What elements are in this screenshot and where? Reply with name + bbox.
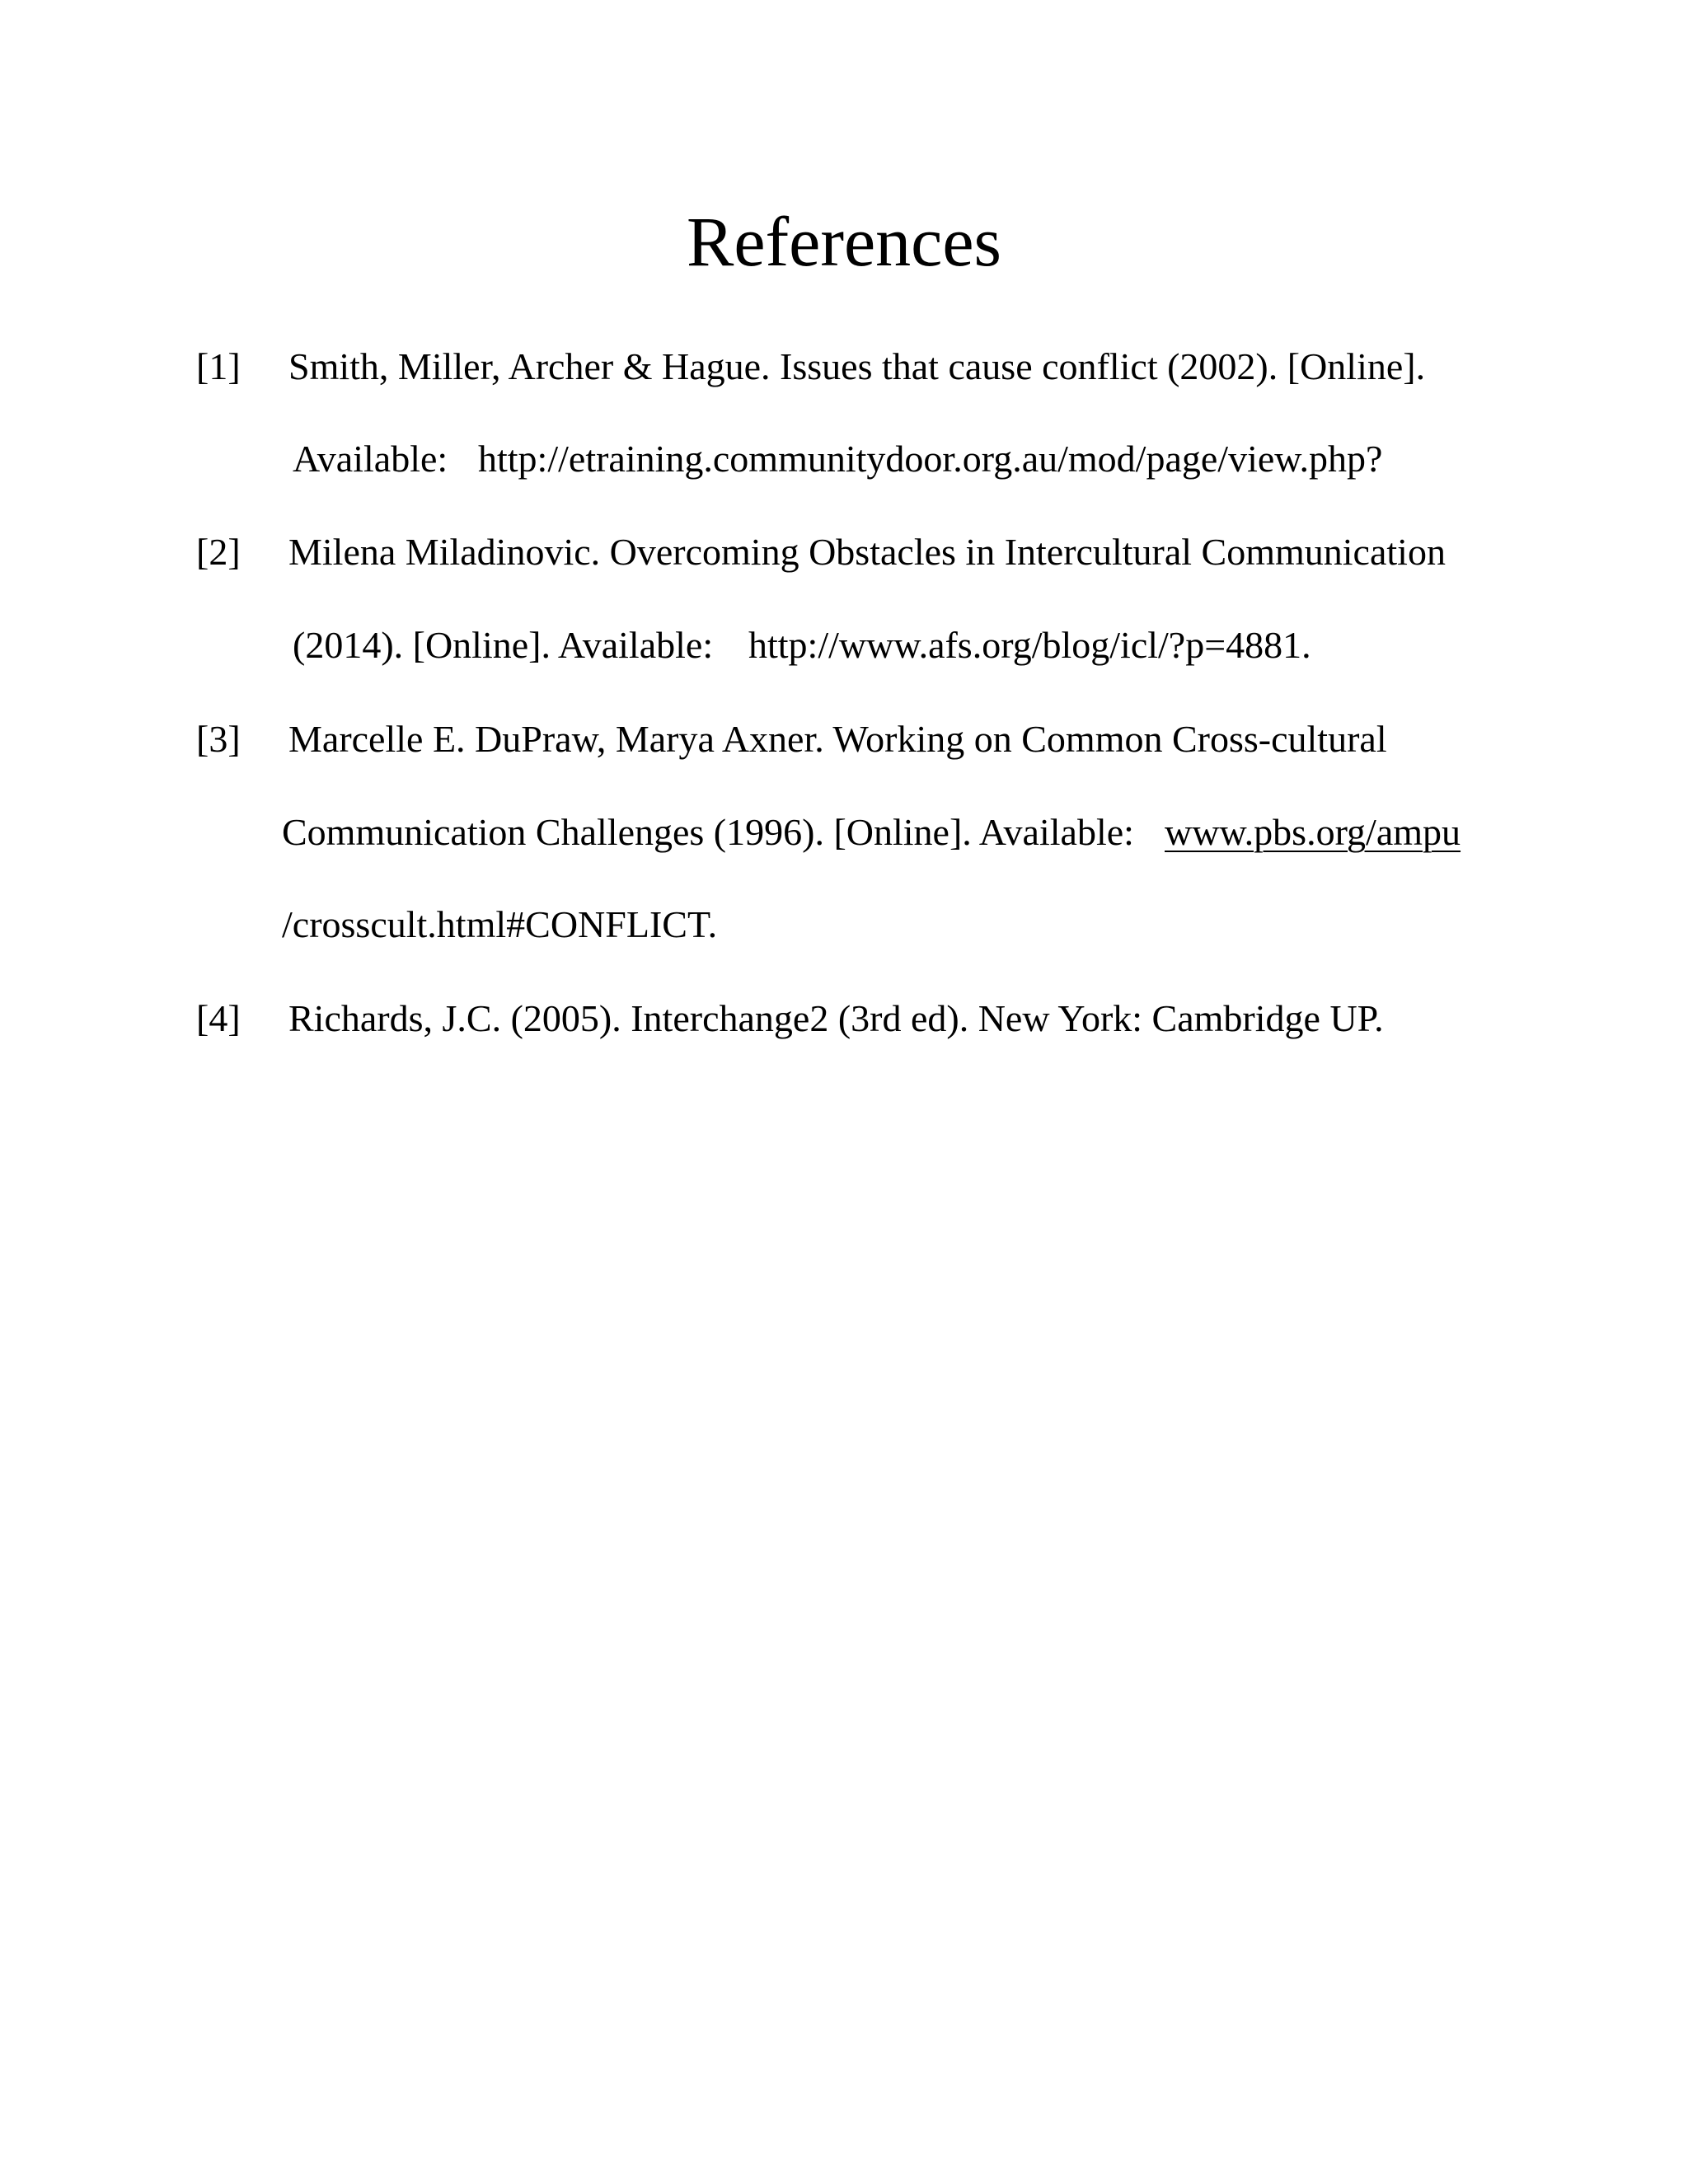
reference-text-line: Communication Challenges (1996). [Online]. Available: <box>282 811 1134 853</box>
reference-text-line: Smith, Miller, Archer & Hague. Issues that cause conflict (2002). [Online]. <box>288 345 1426 387</box>
reference-url[interactable]: http://etraining.communitydoor.org.au/mod/page/view.php? <box>478 438 1383 480</box>
reference-number: [1] <box>196 345 241 387</box>
reference-text-line: Marcelle E. DuPraw, Marya Axner. Working on Common Cross-cultural <box>288 718 1387 760</box>
reference-url[interactable]: http://www.afs.org/blog/icl/?p=4881. <box>748 624 1311 666</box>
reference-text-line: (2014). [Online]. Available: <box>293 624 714 666</box>
reference-url-link[interactable]: www.pbs.org/ampu <box>1165 811 1461 853</box>
reference-url-continuation[interactable]: /crosscult.html#CONFLICT. <box>282 903 718 945</box>
reference-number: [2] <box>196 531 241 573</box>
reference-number: [4] <box>196 997 241 1039</box>
reference-text-line: Richards, J.C. (2005). Interchange2 (3rd ed). New York: Cambridge UP. <box>288 997 1384 1039</box>
available-label: Available: <box>293 438 448 480</box>
reference-number: [3] <box>196 718 241 760</box>
reference-text-line: Milena Miladinovic. Overcoming Obstacles in Intercultural Communication <box>288 531 1446 573</box>
page-title: References <box>687 202 1001 281</box>
